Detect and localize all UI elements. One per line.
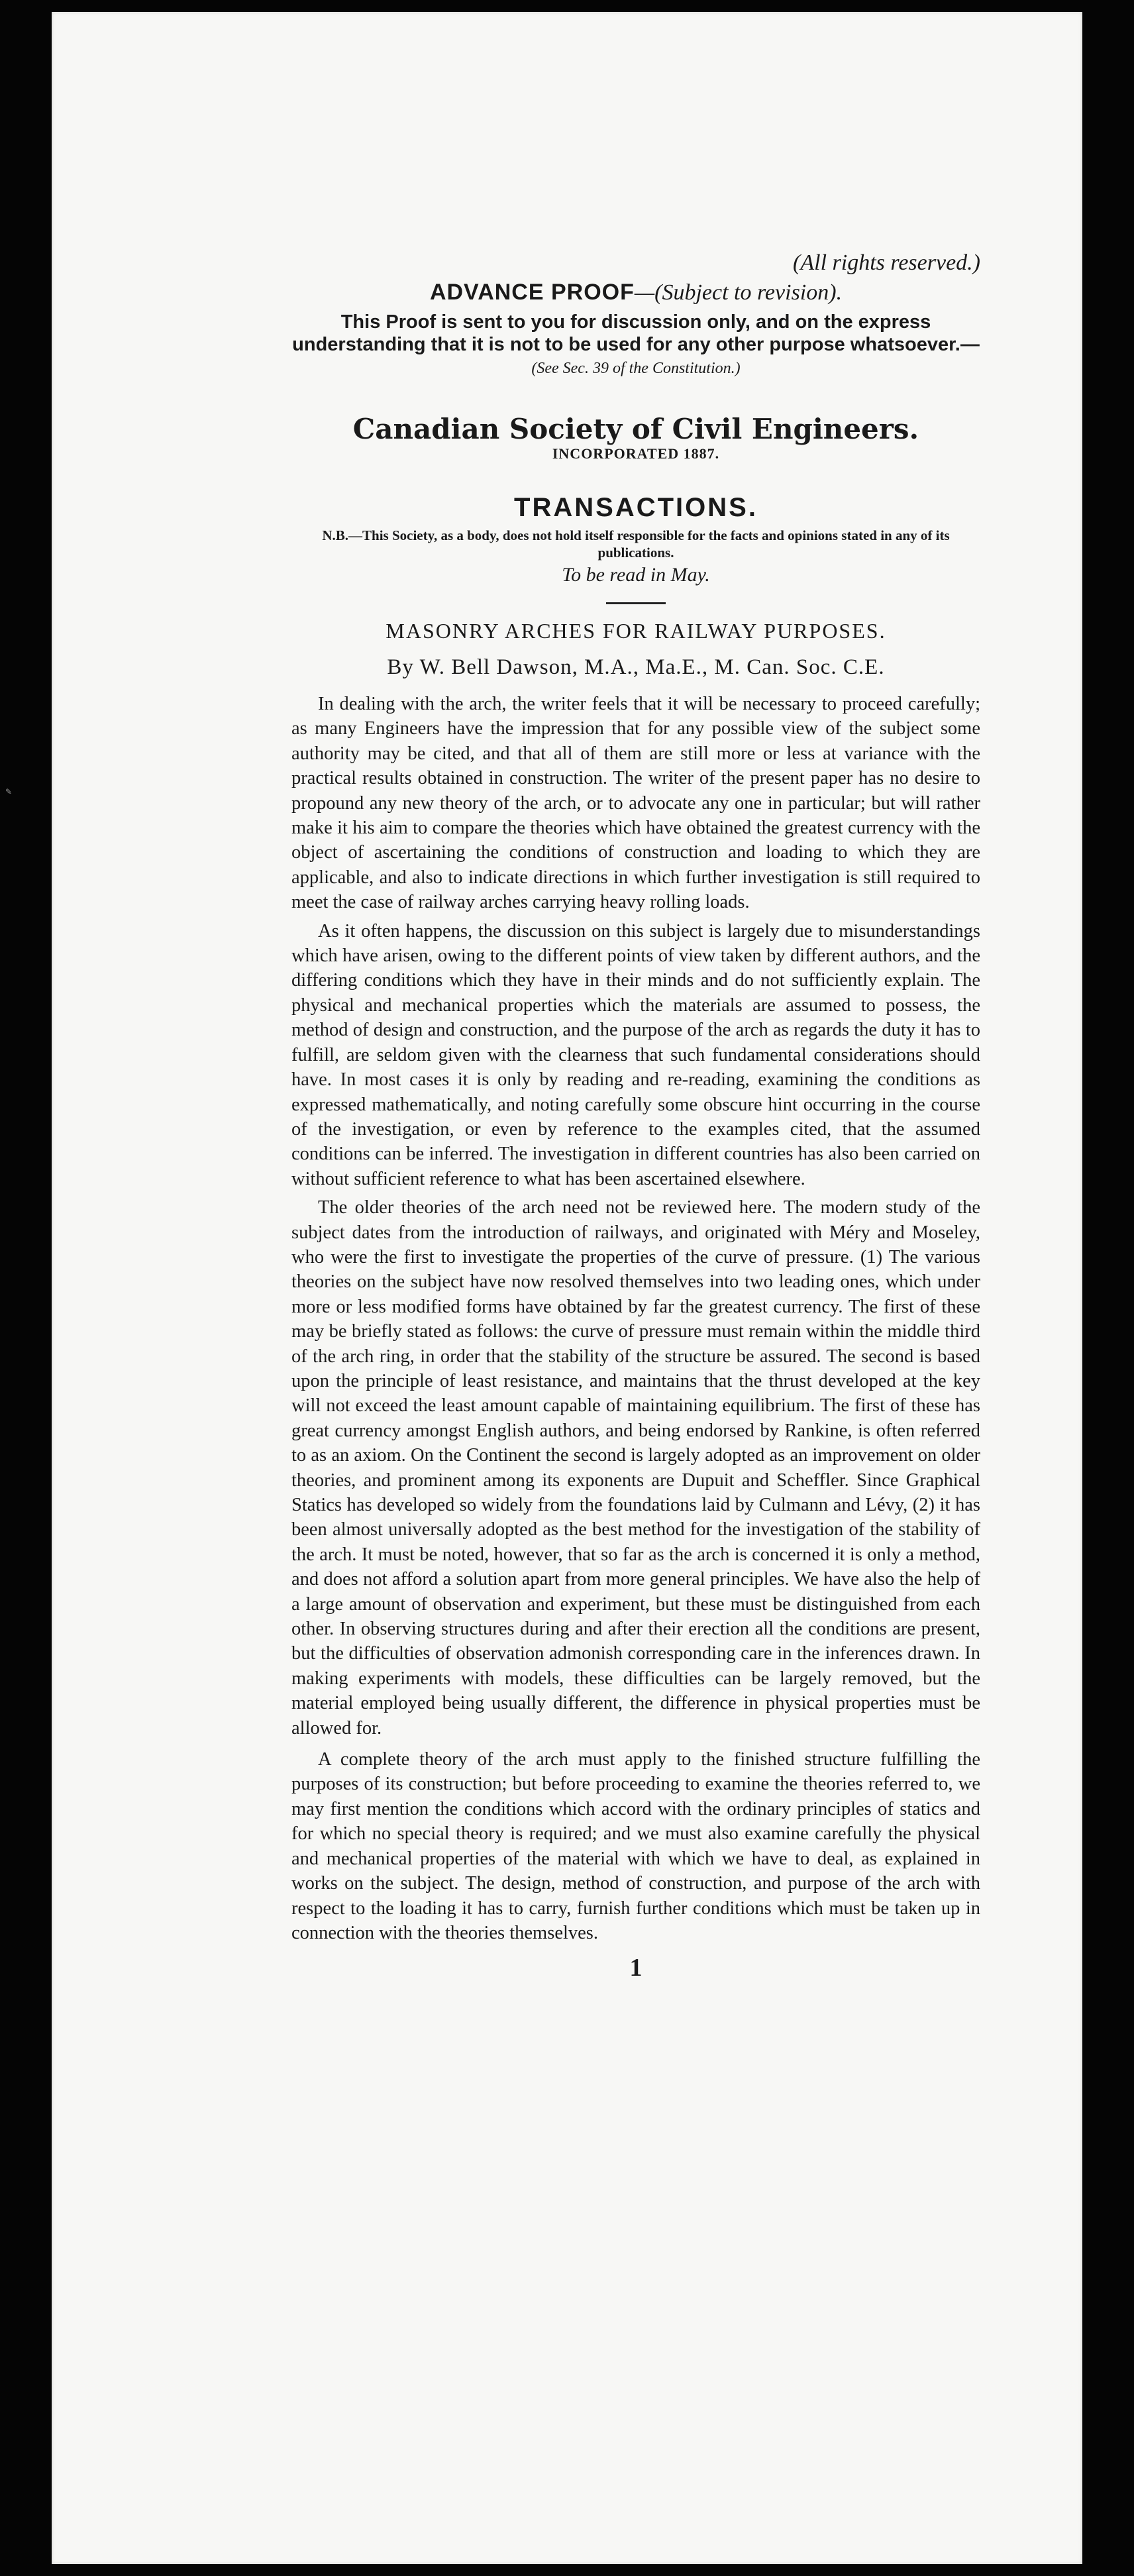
paragraph: As it often happens, the discussion on this subject is largely due to misunderstandings which have arisen, owing to the different points of view taken by different authors, and the differing conditions which they have in their minds and do not sufficiently explain. The physical and mechanical properties which the materials are assumed to possess, the method of design and construction, and the purpose of the arch as regards the duty it has to fulfill, are seldom given with the clearness that such fundamental considerations should have. In most cases it is only by reading and re-reading, examining the conditions as expressed mathematically, and noting carefully some obscure hint occurring in the course of the investigation, or even by reference to the examples cited, that the assumed conditions can be inferred. The investigation in different countries has also been carried on without sufficient reference to what has been ascertained elsewhere. [291, 920, 980, 1189]
proof-label: ADVANCE PROOF [429, 280, 635, 305]
proof-notice-reference: (See Sec. 39 of the Constitution.) [531, 360, 741, 377]
transactions-heading: TRANSACTIONS. [514, 493, 758, 522]
paragraph: A complete theory of the arch must apply to the finished structure fulfilling the purposes of its construction; but before proceeding to examine the theories referred to, we may first mention the conditions which accord with the ordinary principles of statics and for which no special theory is required; and we must also examine carefully the physical and mechanical properties of the material with which we have to deal, as explained in works on the subject. The design, method of construction, and purpose of the arch with respect to the loading it has to carry, furnish further conditions which must be taken up in connection with the theories themselves. [291, 1749, 980, 1943]
article-title: MASONRY ARCHES FOR RAILWAY PURPOSES. [386, 619, 886, 643]
reading-date: To be read in May. [562, 564, 710, 586]
page-content [291, 250, 980, 1982]
paragraph: The older theories of the arch need not be reviewed here. The modern study of the subject dates from the introduction of railways, and originated with Méry and Moseley, who were the first to investigate the properties of the curve of pressure. (1) The various theories on the subject have now resolved themselves into two leading ones, which under more or less modified forms have obtained by far the greatest currency. The first of these may be briefly stated as follows: the curve of pressure must remain within the middle third of the arch ring, in order that the stability of the structure be assured. The second is based upon the principle of least resistance, and maintains that the thrust developed at the key will not exceed the least amount capable of maintaining equilibrium. The first of these has great currency amongst English authors, and being endorsed by Rankine, is often referred to as an axiom. On the Continent the second is largely adopted as an improvement on older theories, and prominent among its exponents are Dupuit and Scheffler. Since Graphical Statics has developed so widely from the foundations laid by Culmann and Lévy, (2) it has been almost universally adopted as the best method for the investigation of the stability of the arch. It must be noted, however, that so far as the arch is concerned it is only a method, and does not afford a solution apart from more general principles. We have also the help of a large amount of observation and experiment, but these must be distinguished from each other. In observing structures during and after their erection all the conditions are present, but the difficulties of observation admonish corresponding care in the inferences drawn. In making experiments with models, these difficulties can be largely removed, but the material employed being usually different, the difference in physical properties must be allowed for. [291, 1197, 980, 1739]
divider [606, 602, 666, 604]
page-number: 1 [629, 1954, 643, 1982]
incorporated-line: INCORPORATED 1887. [552, 445, 720, 462]
proof-notice [291, 311, 980, 380]
article-body [291, 692, 980, 1945]
rights-notice: (All rights reserved.) [793, 250, 980, 275]
proof-heading [291, 280, 980, 305]
article-author: By W. Bell Dawson, M.A., Ma.E., M. Can. Soc. C.E. [387, 655, 885, 679]
proof-notice-text: This Proof is sent to you for discussion only, and on the express understanding that it is not to be used for any other purpose whatsoever.— [292, 311, 980, 355]
society-name: Canadian Society of Civil Engineers. [352, 413, 919, 445]
paragraph: In dealing with the arch, the writer feels that it will be necessary to proceed carefully; as many Engineers have the impression that for any possible view of the subject some authority may be cited, and that all of them are still more or less at variance with the practical results obtained in construction. The writer of the present paper has no desire to propound any new theory of the arch, or to advocate any one in particular; but will rather make it his aim to compare the theories which have obtained the greatest currency with the object of ascertaining the conditions of construction and loading to which they are applicable, and also to indicate directions in which further investigation is still required to meet the case of railway arches carrying heavy rolling loads. [291, 694, 980, 913]
nota-bene: N.B.—This Society, as a body, does not hold itself responsible for the facts and opinions stated in any of its publications. [322, 527, 950, 561]
proof-subject: —(Subject to revision). [634, 280, 843, 305]
document-page [52, 12, 1082, 2564]
scan-artifact: ✎ [5, 787, 13, 796]
